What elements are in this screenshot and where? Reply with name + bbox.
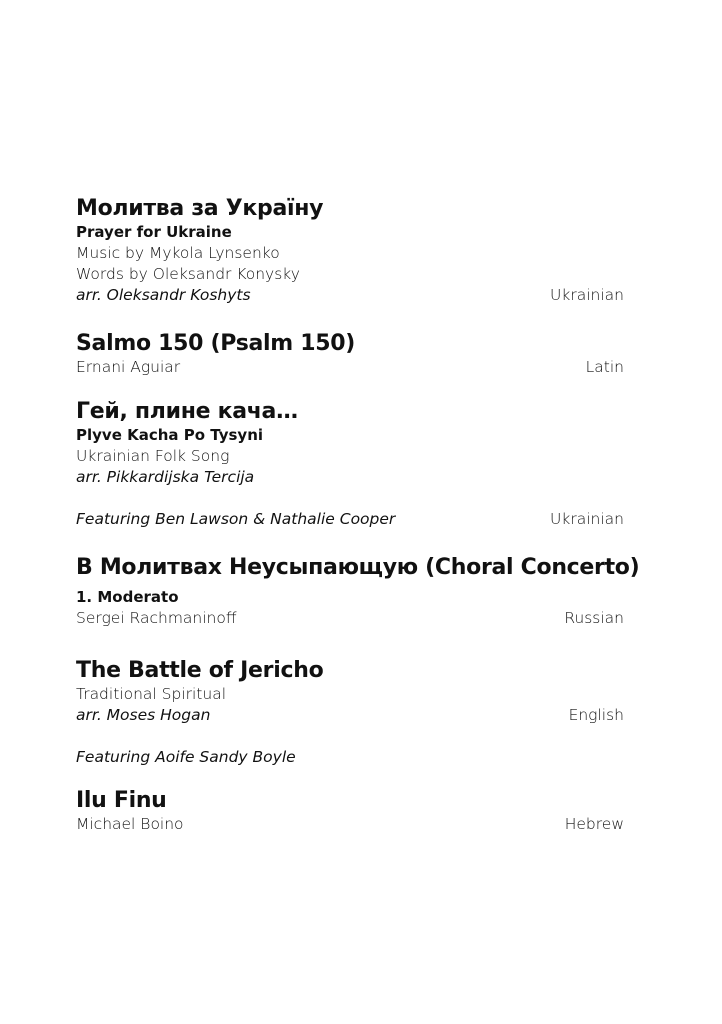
piece-title: В Молитвах Неусыпающую (Choral Concerto): [76, 555, 640, 580]
language-label: English: [568, 706, 624, 724]
composer-credit: Sergei Rachmaninoff: [76, 609, 237, 627]
composer-credit: Music by Mykola Lynsenko: [76, 244, 280, 262]
arranger-credit: arr. Pikkardijska Tercija: [76, 468, 255, 486]
program-item-plyve-kacha: [76, 399, 624, 530]
program-item-ilu-finu: [76, 788, 624, 835]
composer-row: [76, 357, 624, 378]
movement-label: 1. Moderato: [76, 588, 179, 606]
piece-subtitle: Plyve Kacha Po Tysyni: [76, 426, 264, 444]
language-label: Ukrainian: [550, 510, 624, 528]
composer-row: [76, 608, 624, 629]
language-label: Latin: [585, 358, 624, 376]
arranger-row: [76, 285, 624, 306]
composer-credit: Michael Boino: [76, 815, 184, 833]
spacer: [76, 726, 624, 747]
arranger-credit: arr. Oleksandr Koshyts: [76, 286, 251, 304]
arranger-row: [76, 705, 624, 726]
program-item-choral-concerto: [76, 555, 640, 629]
piece-title: Гей, плине кача…: [76, 399, 298, 424]
language-label: Ukrainian: [550, 286, 624, 304]
piece-subtitle: Prayer for Ukraine: [76, 223, 232, 241]
piece-title: Молитва за Україну: [76, 196, 324, 221]
language-label: Russian: [564, 609, 624, 627]
piece-title: Ilu Finu: [76, 788, 167, 813]
composer-credit: Ernani Aguiar: [76, 358, 181, 376]
language-label: Hebrew: [564, 815, 624, 833]
piece-title: Salmo 150 (Psalm 150): [76, 331, 356, 356]
composer-credit: Ukrainian Folk Song: [76, 447, 230, 465]
featuring-credit: Featuring Aoife Sandy Boyle: [76, 748, 296, 766]
program-item-prayer-for-ukraine: [76, 196, 624, 306]
composer-credit: Traditional Spiritual: [76, 685, 226, 703]
featuring-row: [76, 509, 624, 530]
arranger-credit: arr. Moses Hogan: [76, 706, 211, 724]
featuring-credit: Featuring Ben Lawson & Nathalie Cooper: [76, 510, 396, 528]
program-item-salmo-150: [76, 331, 624, 378]
spacer: [76, 488, 624, 509]
program-item-battle-of-jericho: [76, 658, 624, 768]
lyricist-credit: Words by Oleksandr Konysky: [76, 265, 300, 283]
composer-row: [76, 814, 624, 835]
piece-title: The Battle of Jericho: [76, 658, 324, 683]
